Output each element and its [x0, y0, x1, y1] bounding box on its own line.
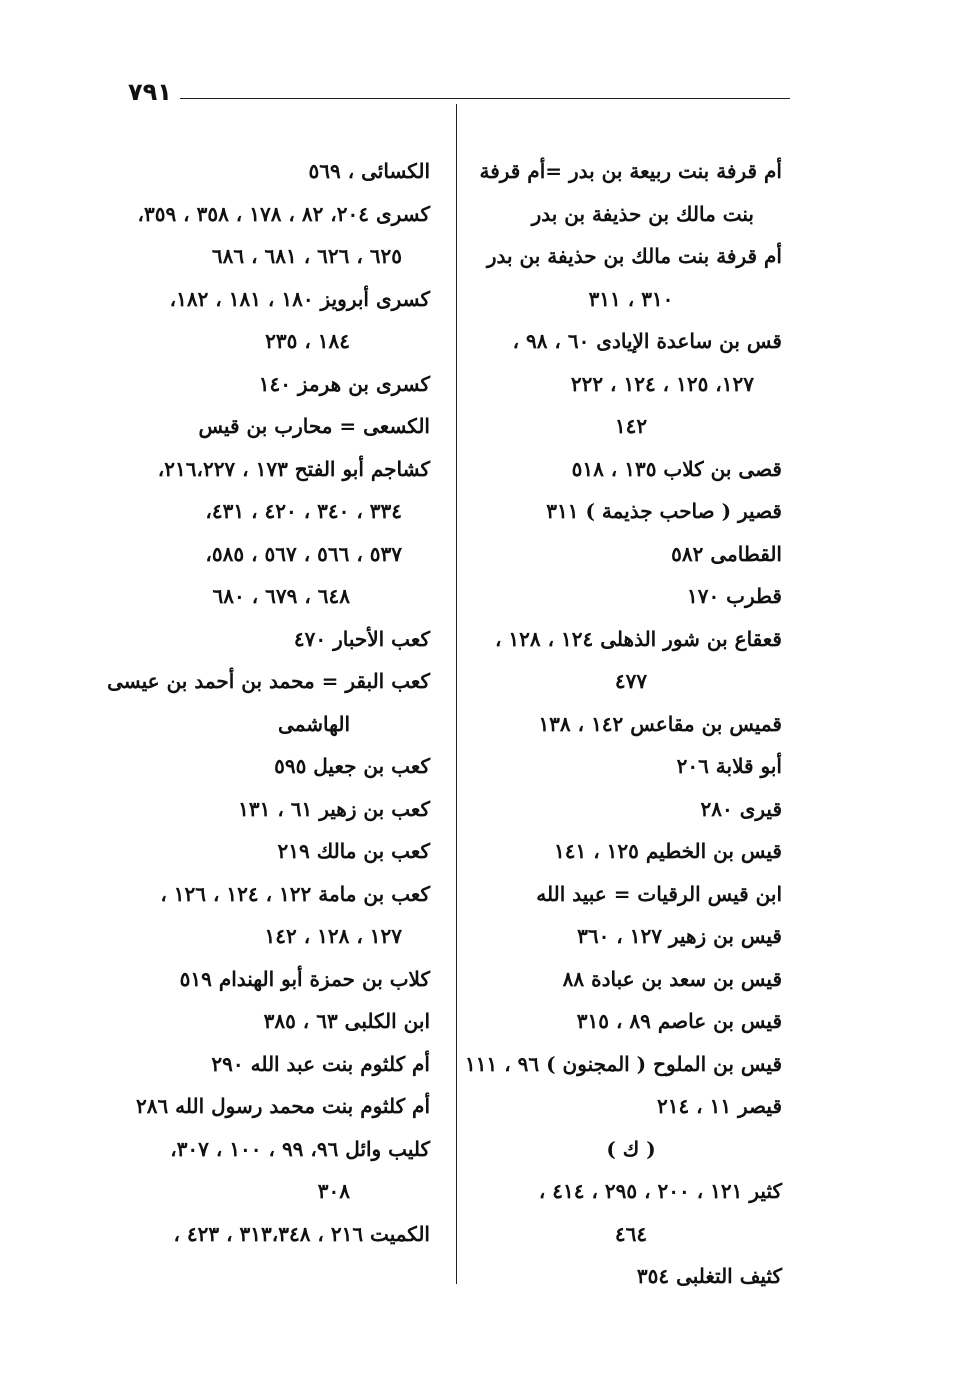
index-entry: كعب بن مالك ٢١٩: [277, 839, 430, 863]
index-entry: كليب وائل ٩٦، ٩٩ ، ١٠٠ ، ٣٠٧،: [170, 1136, 430, 1161]
index-entry: قيرى ٢٨٠: [700, 796, 782, 821]
index-entry: قس بن ساعدة الإيادى ٦٠ ، ٩٨ ،: [512, 329, 782, 353]
index-entry-continuation: ٦٢٥ ، ٦٢٦ ، ٦٨١ ، ٦٨٦: [211, 244, 402, 268]
index-entry: قيس بن الملوح ( المجنون ) ٩٦ ، ١١١: [465, 1051, 782, 1076]
index-entry-continuation: ٤٧٧: [614, 669, 648, 693]
index-entry: أم قرفة بنت مالك بن حذيفة بن بدر: [486, 244, 782, 268]
index-entry-continuation: ٥٣٧ ، ٥٦٦ ، ٥٦٧ ، ٥٨٥،: [205, 541, 402, 566]
index-entry: كعب الأحبار ٤٧٠: [293, 626, 430, 651]
index-entry: كعب بن جعيل ٥٩٥: [274, 754, 430, 778]
index-entry: كعب بن زهير ٦١ ، ١٣١: [238, 796, 430, 821]
index-entry: قيصر ١١ ، ٢١٤: [656, 1094, 782, 1118]
index-entry: الكميت ٢١٦ ، ٣١٣،٣٤٨ ، ٤٢٣ ،: [173, 1221, 430, 1246]
index-entry: ابن الكلبى ٦٣ ، ٣٨٥: [263, 1009, 430, 1033]
column-divider: [456, 104, 457, 1284]
index-entry-continuation: ٣٣٤ ، ٣٤٠ ، ٤٢٠ ، ٤٣١،: [205, 499, 402, 523]
index-entry: القطامى ٥٨٢: [671, 541, 782, 566]
index-entry: كشاجم أبو الفتح ١٧٣ ، ٢١٦،٢٢٧،: [157, 456, 430, 481]
index-entry: الكسائى ، ٥٦٩: [308, 159, 430, 183]
index-entry: أم كلثوم بنت عبد الله ٢٩٠: [211, 1051, 430, 1076]
index-entry: قيس بن الخطيم ١٢٥ ، ١٤١: [554, 839, 782, 863]
index-entry: قيس بن زهير ١٢٧ ، ٣٦٠: [577, 924, 782, 948]
index-entry: قميس بن مقاعس ١٤٢ ، ١٣٨: [538, 711, 782, 736]
index-entry: أبو قلابة ٢٠٦: [676, 754, 782, 778]
index-entry-continuation: ٣١٠ ، ٣١١: [588, 286, 674, 311]
page-number: ٧٩١: [128, 78, 172, 106]
index-column-right: [465, 150, 782, 1298]
index-entry-continuation: ١٢٧ ، ١٢٨ ، ١٤٢: [264, 924, 402, 948]
index-entry: قطرب ١٧٠: [686, 584, 782, 608]
index-entry: كسرى بن هرمز ١٤٠: [258, 371, 430, 396]
index-entry: كعب بن مامة ١٢٢ ، ١٢٤ ، ١٢٦ ،: [160, 881, 430, 906]
index-entry: كثيف التغلبى ٣٥٤: [636, 1264, 782, 1288]
index-entry: الكسعى = محارب بن قيس: [198, 414, 430, 438]
index-entry: قصى بن كلاب ١٣٥ ، ٥١٨: [571, 456, 782, 481]
index-entry-continuation: ١٤٢: [614, 414, 648, 438]
index-entry: ابن قيس الرقيات = عبيد الله: [536, 881, 782, 906]
index-entry-continuation: ٤٦٤: [614, 1221, 648, 1246]
index-entry: أم قرفة بنت ربيعة بن بدر =أم قرفة: [479, 159, 782, 183]
index-entry: قيس بن عاصم ٨٩ ، ٣١٥: [576, 1009, 782, 1033]
index-entry: قيس بن سعد بن عبادة ٨٨: [562, 966, 782, 991]
index-entry: كسرى أبرويز ١٨٠ ، ١٨١ ، ١٨٢،: [169, 286, 430, 311]
index-entry: قعقاع بن شور الذهلى ١٢٤ ، ١٢٨ ،: [494, 626, 782, 651]
index-entry-continuation: ٦٤٨ ، ٦٧٩ ، ٦٨٠: [212, 584, 350, 608]
index-entry-continuation: بنت مالك بن حذيفة بن بدر: [531, 201, 754, 226]
index-entry: كسرى ٢٠٤، ٨٢ ، ١٧٨ ، ٣٥٨ ، ٣٥٩،: [137, 201, 430, 226]
index-entry: كعب البقر = محمد بن أحمد بن عيسى: [107, 669, 430, 693]
index-entry: كلاب بن حمزة أبو الهندام ٥١٩: [179, 966, 430, 991]
index-entry-continuation: ٣٠٨: [317, 1179, 350, 1203]
index-entry-continuation: ١٢٧، ١٢٥ ، ١٢٤ ، ٢٢٢: [570, 371, 754, 396]
section-letter-heading: ( ك ): [606, 1136, 656, 1161]
header-rule: [180, 98, 790, 99]
index-entry-continuation: الهاشمى: [278, 711, 350, 736]
index-entry: أم كلثوم بنت محمد رسول الله ٢٨٦: [135, 1094, 430, 1118]
index-entry: كثير ١٢١ ، ٢٠٠ ، ٢٩٥ ، ٤١٤ ،: [538, 1179, 782, 1203]
index-entry: قصير ( صاحب جذيمة ) ٣١١: [546, 499, 782, 523]
index-entry-continuation: ١٨٤ ، ٢٣٥: [265, 329, 350, 353]
index-column-left: [107, 150, 430, 1255]
